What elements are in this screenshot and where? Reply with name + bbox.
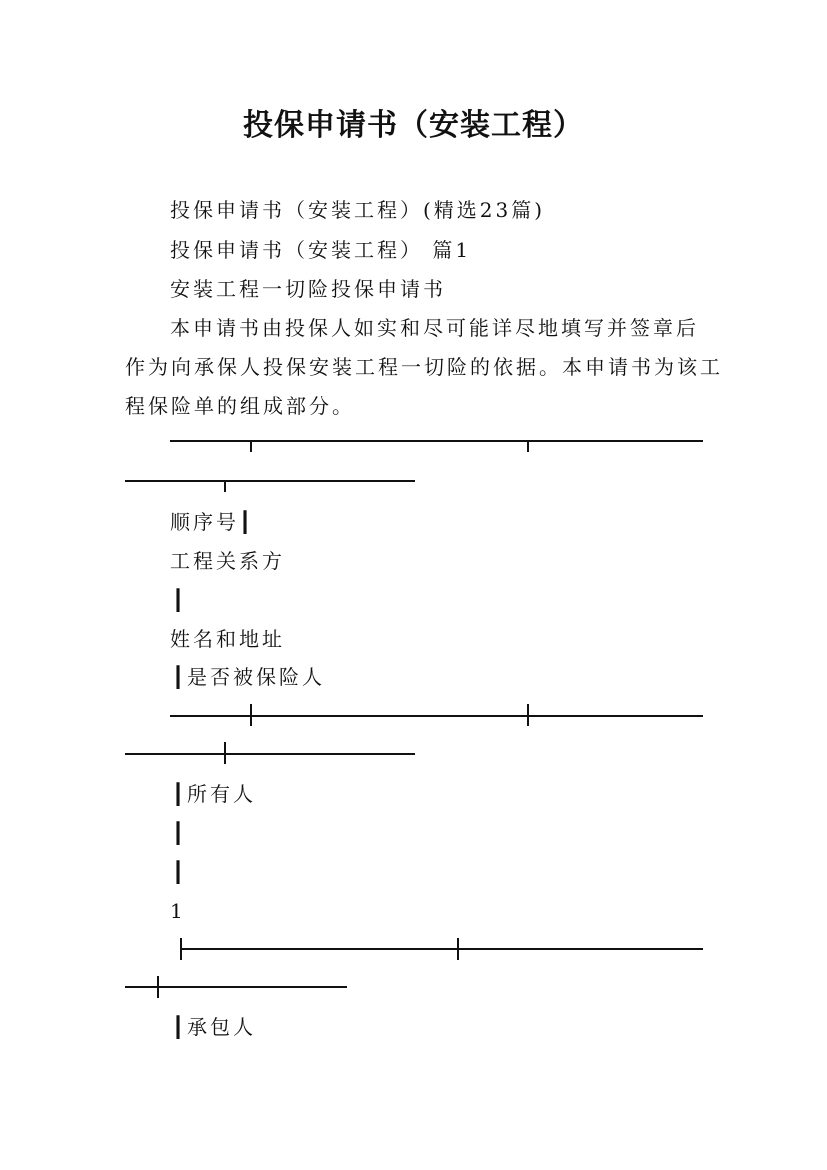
table-cell-number-one: 1	[170, 899, 186, 923]
table-cell-project-party: 工程关系方	[170, 549, 285, 573]
table-cell-bar-b: ┃	[172, 860, 188, 884]
table-cell-separator: ┃	[172, 588, 188, 612]
table-cell-sequence-no: 顺序号┃	[170, 510, 255, 534]
intro-paragraph-line-2: 作为向承保人投保安装工程一切险的依据。本申请书为该工	[125, 355, 723, 379]
table-cell-is-insured: ┃是否被保险人	[172, 665, 326, 689]
table-cell-contractor: ┃承包人	[172, 1015, 257, 1039]
intro-paragraph-line-1: 本申请书由投保人如实和尽可能详尽地填写并签章后	[170, 316, 699, 340]
section-heading: 投保申请书（安装工程） 篇1	[170, 238, 472, 262]
intro-paragraph-line-3: 程保险单的组成部分。	[125, 394, 355, 418]
form-name: 安装工程一切险投保申请书	[170, 277, 446, 301]
document-title: 投保申请书（安装工程）	[243, 108, 584, 143]
table-cell-name-address: 姓名和地址	[170, 627, 285, 651]
table-cell-owner: ┃所有人	[172, 782, 257, 806]
document-subtitle: 投保申请书（安装工程）(精选23篇)	[170, 198, 546, 222]
table-cell-bar-a: ┃	[172, 821, 188, 845]
